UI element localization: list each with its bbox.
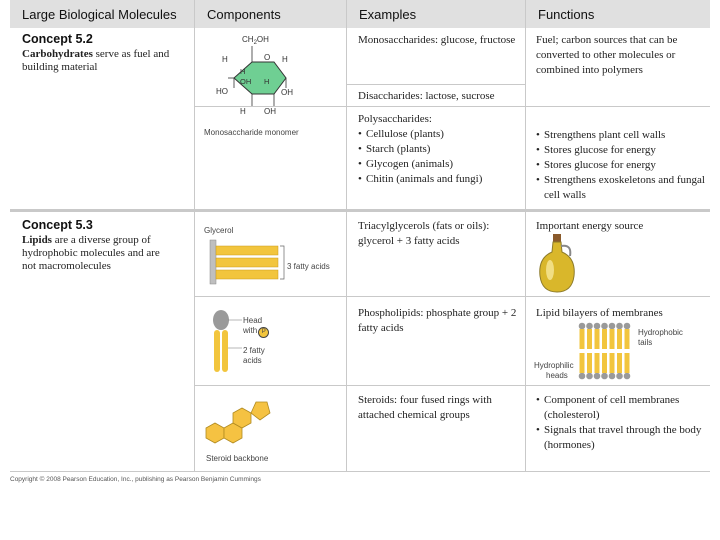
polysaccharide-item: • Chitin (animals and fungi) bbox=[358, 172, 523, 187]
function-triacylglycerols: Important energy source bbox=[536, 220, 644, 232]
row-divider-disaccharides bbox=[347, 84, 525, 85]
ring-label-h-inner-1: H bbox=[240, 67, 246, 76]
row-divider-steroids bbox=[195, 385, 710, 386]
steroid-function-item: • Signals that travel through the body (hormones) bbox=[536, 423, 706, 453]
polysaccharide-item: • Starch (plants) bbox=[358, 142, 523, 157]
bilayer-head bbox=[594, 323, 601, 330]
ring-label-oh-bottom: OH bbox=[264, 107, 276, 116]
triacylglycerol-diagram bbox=[210, 240, 290, 288]
steroid-backbone-caption: Steroid backbone bbox=[206, 454, 269, 463]
bilayer-head bbox=[609, 323, 616, 330]
example-steroids: Steroids: four fused rings with attached chemical groups bbox=[358, 394, 492, 421]
three-fatty-acids-label: 3 fatty acids bbox=[287, 262, 330, 271]
ring-label-oh-right: OH bbox=[281, 88, 293, 97]
bilayer-head bbox=[624, 373, 631, 380]
bilayer-tail bbox=[625, 329, 630, 349]
header-components: Components bbox=[195, 0, 346, 28]
concept-5-2-title: Concept 5.2 bbox=[22, 32, 93, 46]
bilayer-tail bbox=[580, 329, 585, 349]
polysaccharide-item: • Cellulose (plants) bbox=[358, 127, 523, 142]
function-monosaccharides: Fuel; carbon sources that can be converted to other molecules or combined into polymers bbox=[536, 34, 678, 76]
function-phospholipids: Lipid bilayers of membranes bbox=[536, 307, 663, 319]
monosaccharide-monomer-caption: Monosaccharide monomer bbox=[204, 128, 299, 137]
bilayer-tail bbox=[595, 353, 600, 373]
column-divider-1 bbox=[194, 0, 195, 472]
bilayer-head bbox=[624, 323, 631, 330]
fatty-acid-chain bbox=[216, 270, 278, 279]
example-polysaccharides bbox=[358, 112, 523, 187]
copyright-notice: Copyright © 2008 Pearson Education, Inc., publishing as Pearson Benjamin Cummings bbox=[10, 476, 261, 483]
ring-label-h-bottom: H bbox=[240, 107, 246, 116]
bilayer-tail bbox=[610, 329, 615, 349]
ring-label-ch2oh: $CH_2OH$ bbox=[242, 35, 269, 46]
bilayer-head bbox=[579, 323, 586, 330]
bilayer-head bbox=[579, 373, 586, 380]
hydrophobic-label: Hydrophobic bbox=[638, 328, 683, 337]
glycerol-label: Glycerol bbox=[204, 226, 234, 235]
example-disaccharides: Disaccharides: lactose, sucrose bbox=[358, 90, 495, 102]
example-triacylglycerols: Triacylglycerols (fats or oils): glycerol + 3 fatty acids bbox=[358, 220, 490, 247]
bilayer-tail bbox=[625, 353, 630, 373]
ring-label-oh-inner: OH bbox=[240, 77, 252, 86]
head-with-label: with P bbox=[243, 326, 269, 338]
ring-label-h-left: H bbox=[222, 55, 228, 64]
function-steroids bbox=[536, 393, 706, 453]
bilayer-head bbox=[616, 323, 623, 330]
steroid-backbone-diagram bbox=[204, 392, 294, 448]
ring-label-ho: HO bbox=[216, 87, 228, 96]
bilayer-tail bbox=[617, 353, 622, 373]
lipid-bilayer-diagram bbox=[578, 322, 638, 380]
bilayer-tail bbox=[587, 329, 592, 349]
bilayer-tail bbox=[602, 329, 607, 349]
oil-bottle-image bbox=[534, 232, 584, 294]
example-phospholipids: Phospholipids: phosphate group + 2 fatty acids bbox=[358, 307, 517, 334]
two-fatty-acids-label-2: acids bbox=[243, 356, 262, 365]
two-fatty-acids-label: 2 fatty bbox=[243, 346, 265, 355]
fatty-acid-chain bbox=[216, 258, 278, 267]
header-functions: Functions bbox=[526, 0, 710, 28]
bilayer-head bbox=[616, 373, 623, 380]
steroid-function-item: • Component of cell membranes (cholesterol) bbox=[536, 393, 706, 423]
polysaccharides-heading: Polysaccharides: bbox=[358, 113, 432, 125]
bilayer-tail bbox=[587, 353, 592, 373]
phospholipid-head bbox=[213, 310, 229, 330]
monosaccharide-ring-diagram bbox=[214, 32, 314, 127]
column-divider-3 bbox=[525, 0, 526, 472]
polysaccharide-function-item: • Strengthens plant cell walls bbox=[536, 128, 706, 143]
polysaccharide-function-item: • Strengthens exoskeletons and fungal cell walls bbox=[536, 173, 706, 203]
table-bottom-rule bbox=[10, 471, 710, 472]
phosphate-symbol: P bbox=[258, 327, 269, 338]
header-large-biological-molecules: Large Biological Molecules bbox=[10, 0, 194, 28]
bilayer-tail bbox=[580, 353, 585, 373]
polysaccharides-list bbox=[358, 127, 523, 187]
fatty-acid-chain bbox=[216, 246, 278, 255]
bilayer-tail bbox=[617, 329, 622, 349]
row-divider-phospholipids bbox=[195, 296, 710, 297]
polysaccharide-function-item: • Stores glucose for energy bbox=[536, 143, 706, 158]
function-polysaccharides bbox=[536, 128, 706, 203]
hydrophilic-heads-label: heads bbox=[546, 371, 568, 380]
column-divider-2 bbox=[346, 0, 347, 472]
hydrophilic-label: Hydrophilic bbox=[534, 361, 574, 370]
polysaccharide-function-item: • Stores glucose for energy bbox=[536, 158, 706, 173]
polysaccharide-item: • Glycogen (animals) bbox=[358, 157, 523, 172]
bilayer-tail bbox=[610, 353, 615, 373]
ring-label-h-inner-2: H bbox=[264, 77, 270, 86]
bilayer-head bbox=[594, 373, 601, 380]
bilayer-tail bbox=[595, 329, 600, 349]
concept-5-3-description: Lipids are a diverse group of hydrophobic molecules and are not macromolecules bbox=[22, 234, 160, 272]
hydrophobic-tails-label: tails bbox=[638, 338, 653, 347]
ring-label-o: O bbox=[264, 53, 271, 62]
bilayer-head bbox=[586, 323, 593, 330]
bilayer-head bbox=[601, 323, 608, 330]
bilayer-tail bbox=[602, 353, 607, 373]
concept-divider bbox=[10, 209, 710, 212]
polysaccharide-functions-list bbox=[536, 128, 706, 203]
header-examples: Examples bbox=[347, 0, 525, 28]
steroid-functions-list bbox=[536, 393, 706, 453]
concept-5-2-description: Carbohydrates serve as fuel and building material bbox=[22, 48, 170, 73]
bilayer-head bbox=[586, 373, 593, 380]
ring-label-h-right: H bbox=[282, 55, 288, 64]
bilayer-head bbox=[601, 373, 608, 380]
bilayer-head bbox=[609, 373, 616, 380]
phospholipid-diagram bbox=[208, 308, 248, 378]
example-monosaccharides: Monosaccharides: glucose, fructose bbox=[358, 34, 516, 46]
head-label: Head bbox=[243, 316, 263, 325]
concept-5-3-title: Concept 5.3 bbox=[22, 218, 93, 232]
